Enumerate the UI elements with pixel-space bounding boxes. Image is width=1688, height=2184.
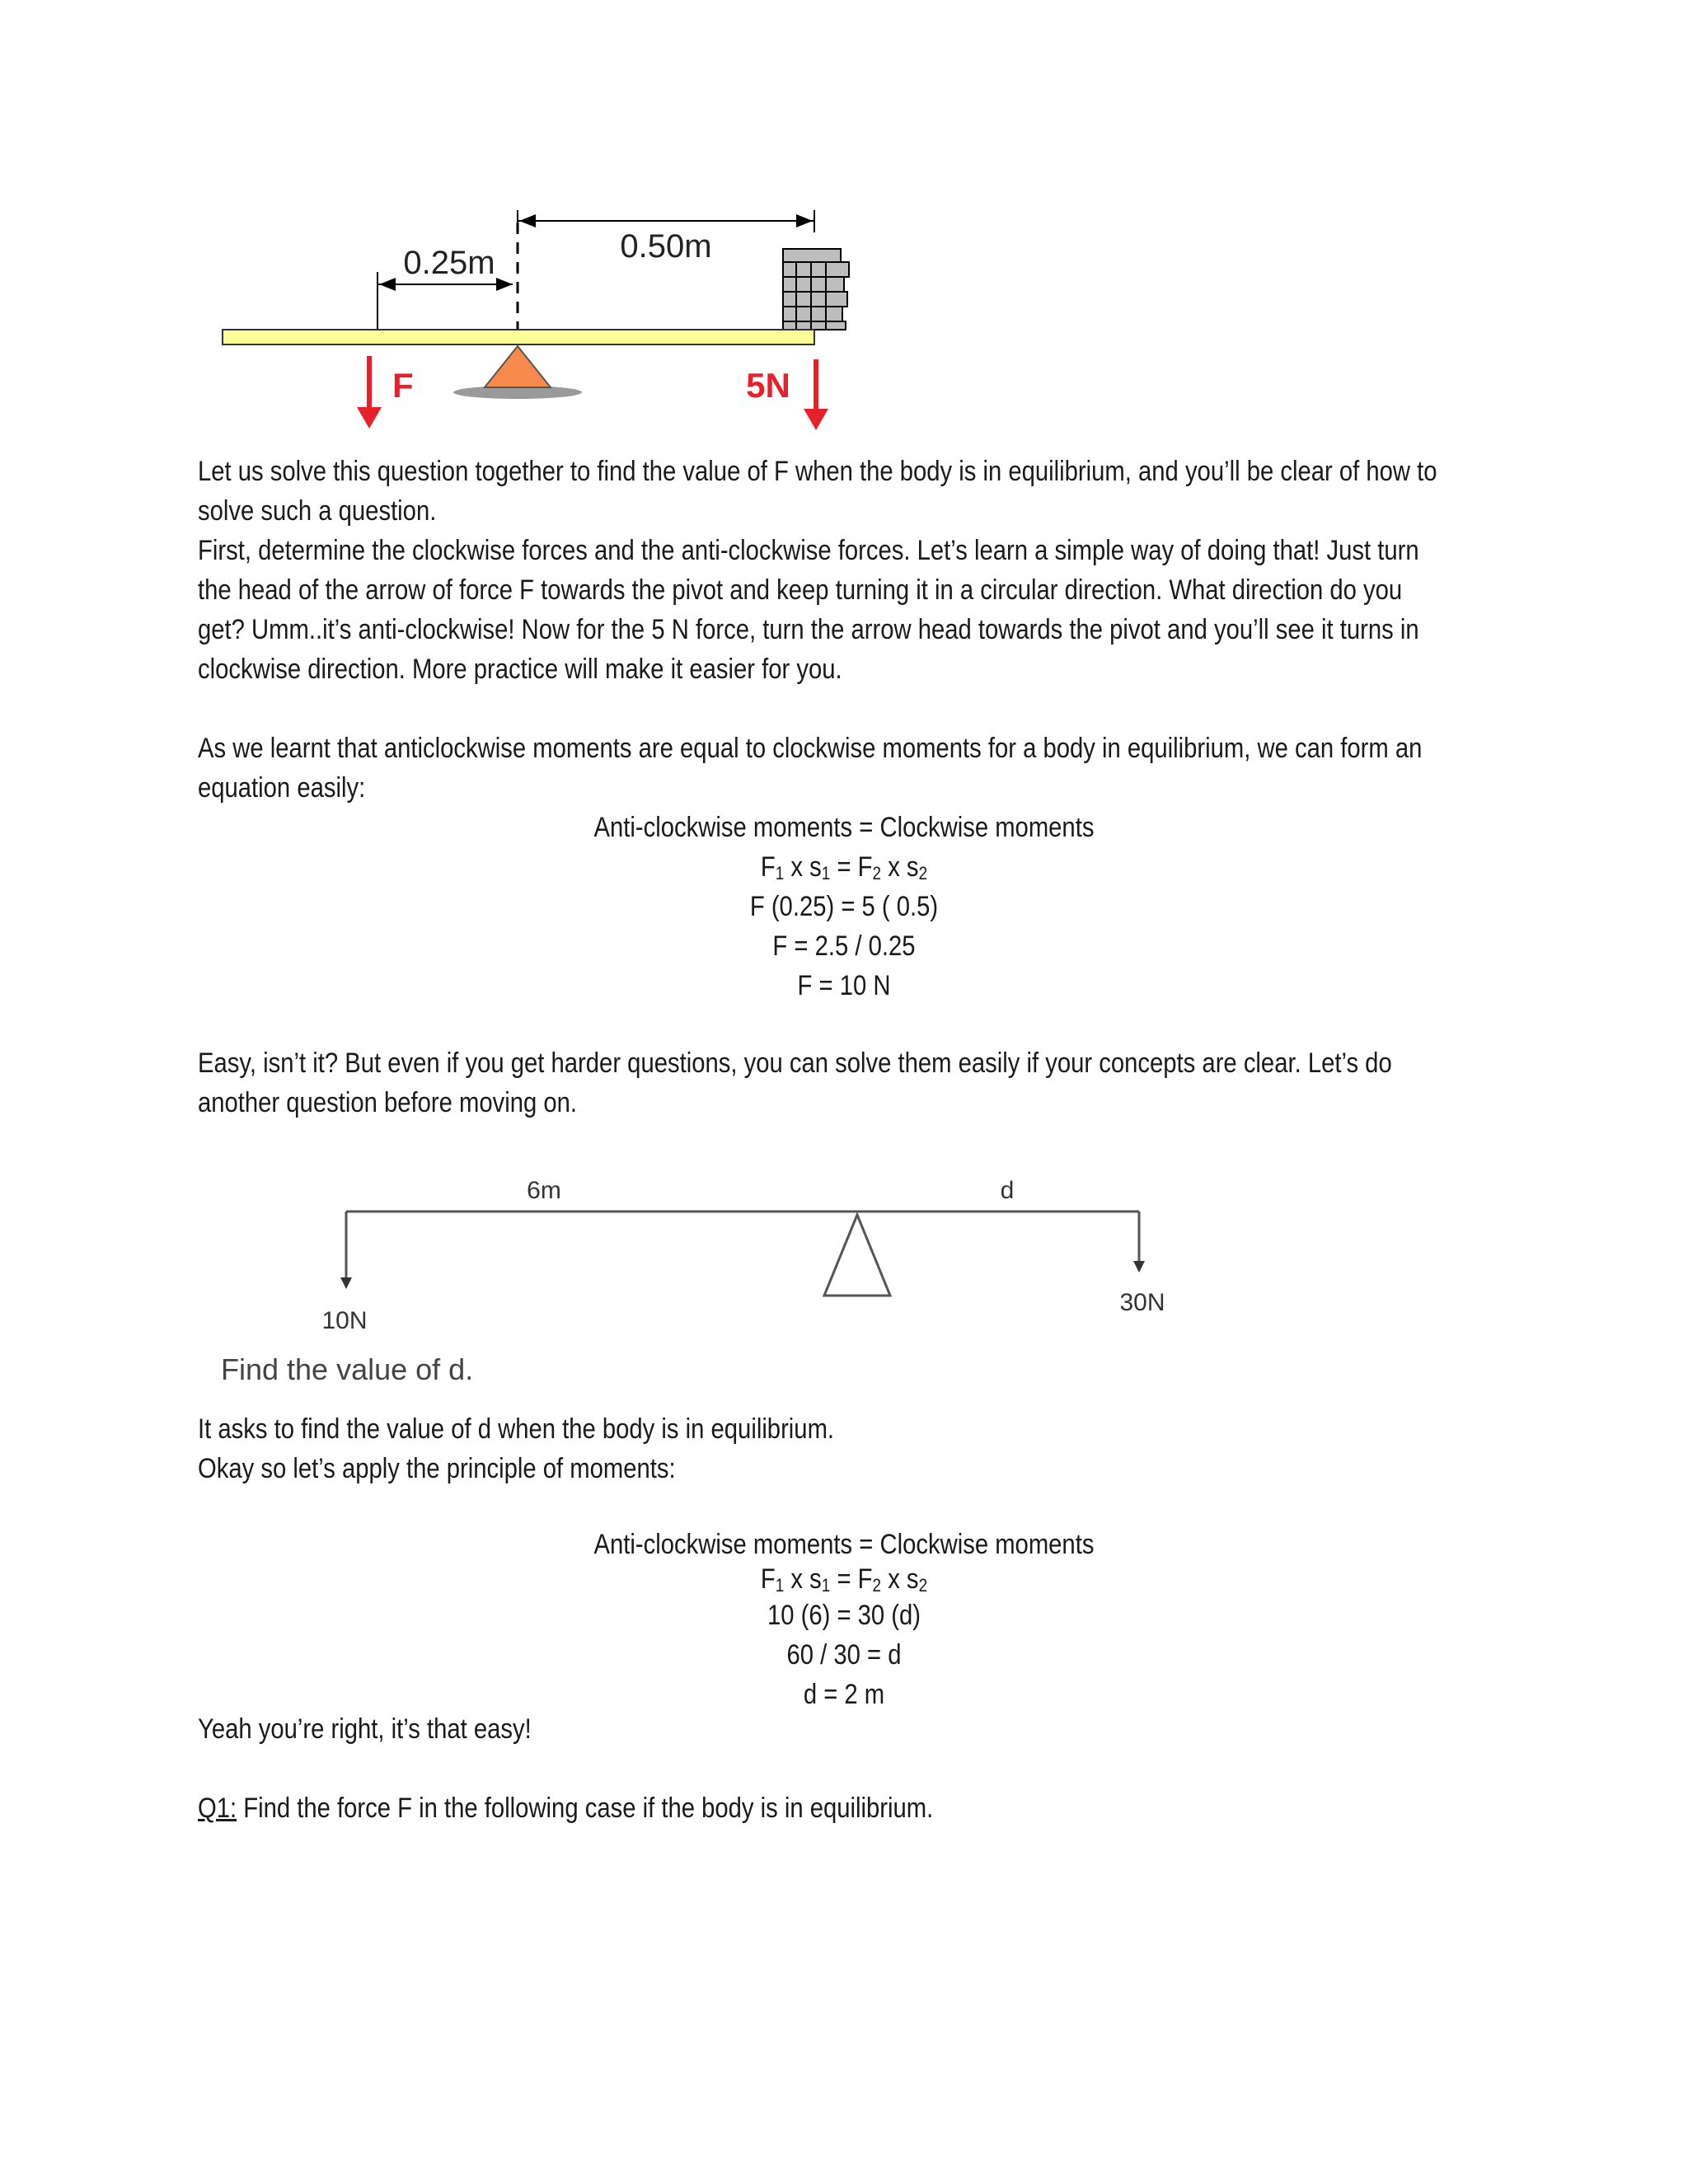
closing-line	[198, 1709, 1318, 1749]
text-line: First, determine the clockwise forces and the anti-clockwise forces. Let’s learn a simple way of doing that! Just turn	[198, 535, 1419, 566]
intro-paragraph-3	[198, 729, 1423, 808]
pivot-triangle-2	[824, 1215, 890, 1296]
text-line: clockwise direction. More practice will make it easier for you.	[198, 654, 842, 685]
equation-line: d = 2 m	[803, 1679, 885, 1710]
question-label: Q1:	[198, 1793, 237, 1824]
equation-line: 60 / 30 = d	[786, 1639, 902, 1671]
force-30n-arrowhead	[1133, 1261, 1145, 1272]
text-line: solve such a question.	[198, 495, 437, 527]
label-force-10n: 10N	[321, 1307, 368, 1334]
equation-block-1	[0, 808, 1688, 1005]
question-text: Find the force F in the following case if the body is in equilibrium.	[237, 1793, 934, 1824]
equation-line: F (0.25) = 5 ( 0.5)	[749, 891, 939, 922]
text-line: equation easily:	[198, 772, 366, 804]
dimension-arrowhead-right-right	[796, 214, 813, 227]
equation-line: F = 2.5 / 0.25	[772, 930, 916, 962]
text-line: Yeah you’re right, it’s that easy!	[198, 1713, 532, 1745]
force-5n-arrowhead	[804, 409, 828, 430]
label-force-f: F	[392, 366, 414, 405]
text-line: Easy, isn’t it? But even if you get harder questions, you can solve them easily if your concepts are clear. Let’s do	[198, 1047, 1392, 1079]
label-force-5n: 5N	[746, 366, 790, 405]
diagram-lever-1	[0, 0, 1688, 462]
equation-title: Anti-clockwise moments = Clockwise moments	[593, 1529, 1095, 1560]
label-force-30n: 30N	[1119, 1289, 1165, 1316]
lever-beam	[223, 330, 814, 344]
force-f-arrowhead	[357, 407, 382, 429]
equation-line: 10 (6) = 30 (d)	[767, 1600, 921, 1631]
label-dist-d: d	[1000, 1177, 1015, 1204]
label-dist-left: 0.25m	[403, 245, 495, 281]
diagram-caption: Find the value of d.	[221, 1352, 474, 1386]
transition-paragraph	[198, 1043, 1392, 1122]
label-dist-right: 0.50m	[620, 228, 712, 265]
intro-paragraph-2	[198, 531, 1419, 689]
text-line: get? Umm..it’s anti-clockwise! Now for the 5 N force, turn the arrow head towards the pivot and you’ll see it turns in	[198, 614, 1419, 645]
question-1	[198, 1788, 1318, 1828]
text-line: As we learnt that anticlockwise moments are equal to clockwise moments for a body in equilibrium, we can form an	[198, 733, 1423, 764]
dimension-arrowhead-left-right	[496, 278, 513, 291]
dimension-arrowhead-left-left	[379, 278, 396, 291]
force-10n-arrowhead	[340, 1277, 352, 1289]
equation-title: Anti-clockwise moments = Clockwise moments	[593, 812, 1095, 843]
label-dist-6m: 6m	[527, 1177, 561, 1204]
equation-line: F = 10 N	[797, 970, 891, 1001]
text-line: the head of the arrow of force F towards the pivot and keep turning it in a circular direction. What direction do you	[198, 574, 1403, 606]
solve-paragraph	[198, 1409, 1318, 1488]
pivot-triangle	[485, 346, 551, 387]
equation-general: $F_1$ x $s_1 = F_2$ x $s_2$	[760, 1563, 928, 1596]
equation-block-2	[0, 1526, 1688, 1714]
weights-stack	[783, 249, 849, 330]
equation-general: $F_1$ x $s_1 = F_2$ x $s_2$	[760, 851, 928, 883]
text-line: It asks to find the value of d when the body is in equilibrium.	[198, 1413, 835, 1445]
dimension-arrowhead-right-left	[519, 214, 536, 227]
text-line: another question before moving on.	[198, 1087, 578, 1118]
text-line: Okay so let’s apply the principle of moments:	[198, 1453, 676, 1484]
intro-paragraph-1	[198, 452, 1437, 531]
question-line	[198, 1788, 1318, 1828]
diagram-lever-2	[0, 1154, 1688, 1434]
text-line: Let us solve this question together to find the value of F when the body is in equilibrium, and you’ll be clear of how to	[198, 456, 1437, 487]
